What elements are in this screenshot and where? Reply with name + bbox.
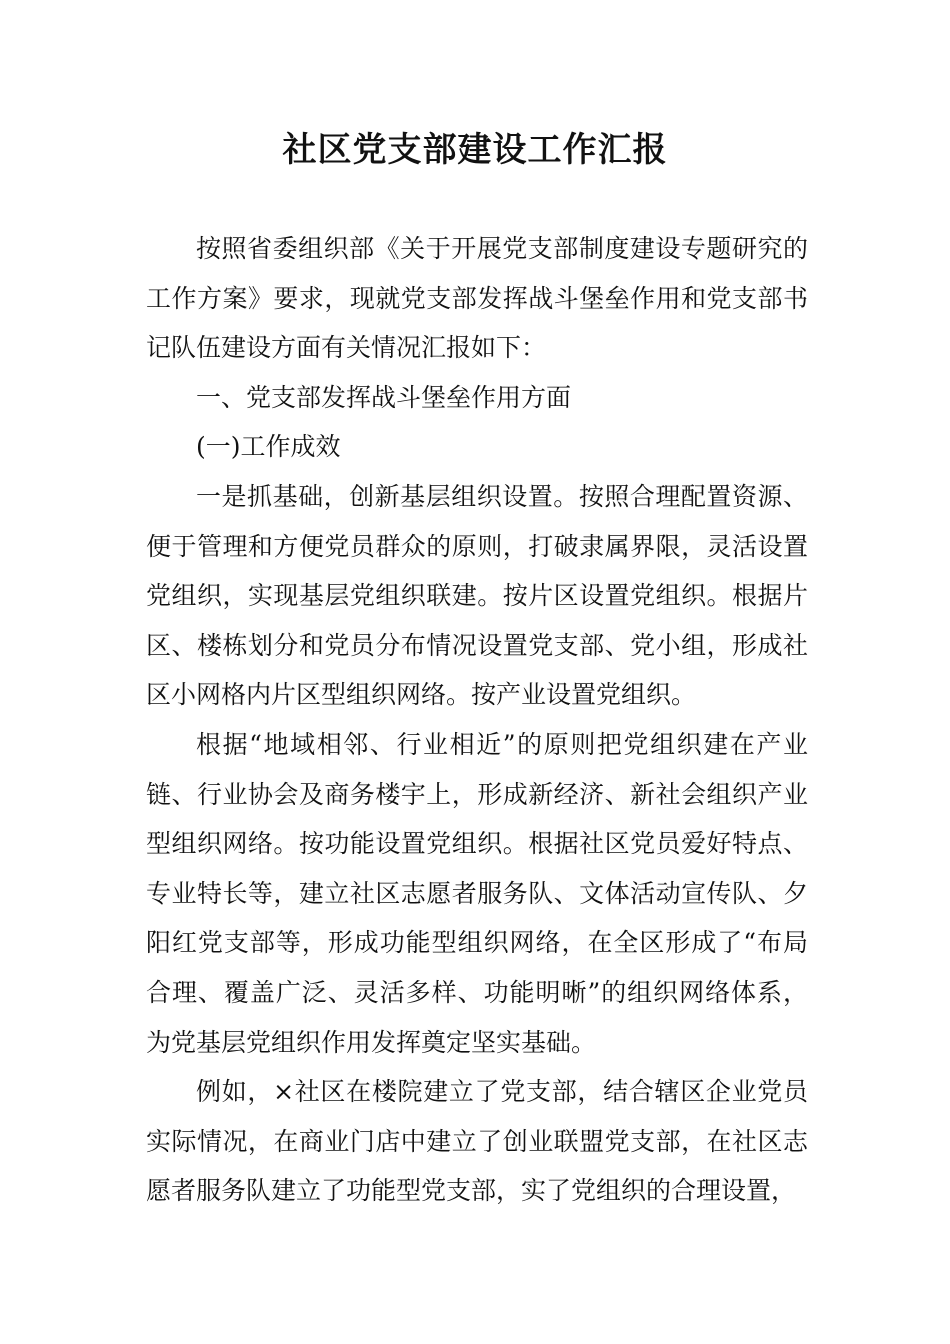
- section-heading: 一、党支部发挥战斗堡垒作用方面: [196, 382, 572, 412]
- paragraph-principles: 根据“地域相邻、行业相近”的原则把党组织建在产业链、行业协会及商务楼宇上，形成新经济、新社会组织产业型组织网络。按功能设置党组织。根据社区党员爱好特点、专业特长等，建立社区志愿者服务队、文体活动宣传队、夕阳红党支部等，形成功能型组织网络，在全区形成了“布局合理、覆盖广泛、灵活多样、功能明晰”的组织网络体系，为党基层党组织作用发挥奠定坚实基础。: [146, 729, 808, 1057]
- paragraph-basics: 一是抓基础，创新基层组织设置。按照合理配置资源、便于管理和方便党员群众的原则，打破隶属界限，灵活设置党组织，实现基层党组织联建。按片区设置党组织。根据片区、楼栋划分和党员分布情况设置党支部、党小组，形成社区小网格内片区型组织网络。按产业设置党组织。: [146, 481, 808, 710]
- paragraph-example: 例如，×社区在楼院建立了党支部，结合辖区企业党员实际情况，在商业门店中建立了创业联盟党支部，在社区志愿者服务队建立了功能型党支部，实了党组织的合理设置，: [146, 1077, 808, 1206]
- paragraph-intro: 按照省委组织部《关于开展党支部制度建设专题研究的工作方案》要求，现就党支部发挥战斗堡垒作用和党支部书记队伍建设方面有关情况汇报如下：: [146, 234, 808, 363]
- document-title: 社区党支部建设工作汇报: [282, 130, 668, 170]
- document-body: [146, 224, 808, 1216]
- subsection-heading: (一)工作成效: [196, 432, 341, 462]
